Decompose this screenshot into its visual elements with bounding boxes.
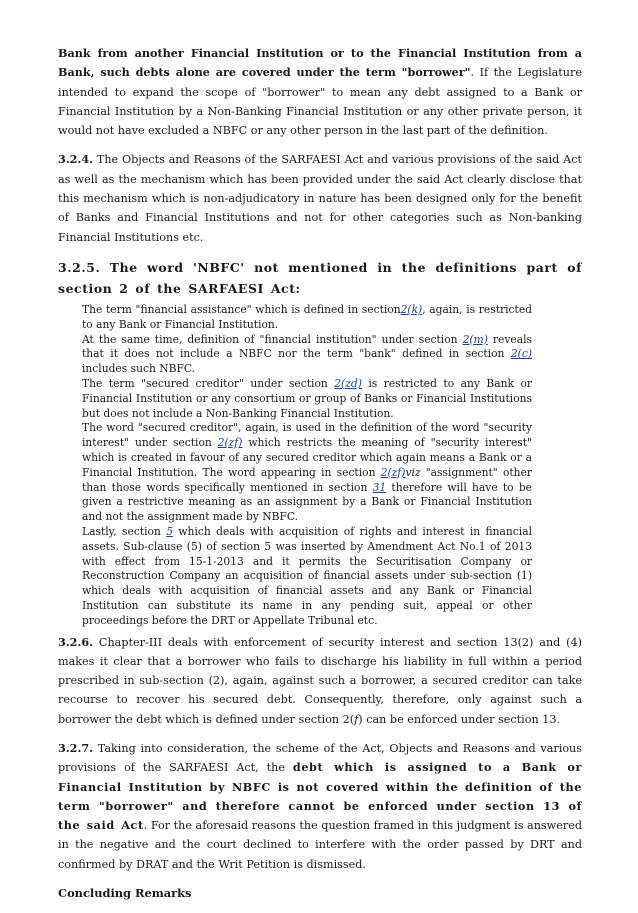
concluding-remarks-heading: Concluding Remarks (58, 886, 192, 901)
block-item-security-interest: The word "secured creditor", again, is used in the definition of the word "security interest" under section 2(zf) which restricts the meaning of "security interest" which is created in favour of any secured creditor which again means a Bank or a Financial Institution. The word appearing in section 2(zf)viz "assignment" other than those words specifically mentioned in section 31 therefore will have to be given a restrictive meaning as an assignment by a Bank or Financial Institution and not the assignment made by NBFC. (82, 421, 533, 524)
intro-bold: Bank from another Financial Institution or to the Financial Institution from a Bank, such debts alone are covered under the term "borrower" (58, 46, 582, 80)
section-link-2zf[interactable]: 2(zf) (217, 436, 243, 450)
para-text: The Objects and Reasons of the SARFAESI Act and various provisions of the said Act as well as the mechanism which has been provided under the said Act clearly disclose that this mechanism which is non-adjudicatory in nature has been designed only for the benefit of Banks and Financial Institutions and not for other categories such as Non-banking Financial Institutions etc. (58, 153, 582, 244)
intro-paragraph (58, 44, 582, 140)
block-item-financial-institution: At the same time, definition of "financial institution" under section 2(m) reveals that it does not include a NBFC nor the term "bank" defined in section 2(c) includes such NBFC. (82, 332, 532, 376)
block-item-secured-creditor: The term "secured creditor" under section 2(zd) is restricted to any Bank or Financial Institution or any consortium or group of Banks or Financial Institutions but does not include a Non-Banking Financial Institution. (82, 376, 532, 420)
paragraph-3-2-4 (58, 150, 582, 246)
section-link-2zd[interactable]: 2(zd) (334, 376, 362, 390)
block-item-section-5: Lastly, section 5 which deals with acquisition of rights and interest in financial assets. Sub-clause (5) of section 5 was inserted by Amendment Act No.1 of 2013 with effect from 15-1-2013 and it permits the Securitisation Company or Reconstruction Company an acquisition of financial assets under sub-section (1) which deals with acquisition of financial assets and any Bank or Financial Institution can substitute its name in any pending suit, appeal or other proceedings before the DRT or Appellate Tribunal etc. (82, 524, 532, 627)
quoted-block (82, 303, 532, 629)
paragraph-3-2-6: 3.2.6. Chapter-III deals with enforcement of security interest and section 13(2) and (4) makes it clear that a borrower who fails to discharge his liability in full within a period prescribed in sub-section (2), again, against such a borrower, a secured creditor can take recourse to recover his secured debt. Consequently, therefore, only against such a borrower the debt which is defined under section 2(f) can be enforced under section 13. (58, 634, 582, 726)
section-link-5[interactable]: 5 (166, 524, 174, 538)
para-number: 3.2.4. (58, 152, 94, 167)
section-link-2c[interactable]: 2(c) (510, 347, 532, 361)
para-number: 3.2.7. (58, 740, 94, 755)
section-link-2m[interactable]: 2(m) (462, 332, 488, 346)
intro-rest: . If the Legislature intended to expand the scope of "borrower" to mean any debt assigned to a Bank or Financial Institution by a Non-Banking Financial Institution or any other private person, it would not have excluded a NBFC or any other person in the last part of the definition. (58, 66, 582, 138)
para-number: 3.2.6. (58, 634, 94, 649)
block-item-financial-assistance: The term "financial assistance" which is defined in section2(k), again, is restricted to any Bank or Financial Institution. (82, 302, 532, 331)
section-link-2k[interactable]: 2(k) (400, 302, 423, 316)
heading-3-2-5: 3.2.5. The word 'NBFC' not mentioned in the definitions part of section 2 of the SARFAESI Act: (58, 259, 582, 296)
section-link-2zf-second[interactable]: 2(zf) (380, 465, 406, 479)
section-link-31[interactable]: 31 (372, 480, 387, 494)
document-page (58, 44, 582, 913)
holding-bold: debt which is assigned to a Bank or Financial Institution by NBFC is not covered within the definition of the term "borrower" and therefore cannot be enforced under section 13 of the said Act (58, 760, 582, 833)
paragraph-3-2-7: 3.2.7. Taking into consideration, the scheme of the Act, Objects and Reasons and various provisions of the SARFAESI Act, the debt which is assigned to a Bank or Financial Institution by NBFC is not covered within the definition of the term "borrower" and therefore cannot be enforced under section 13 of the said Act. For the aforesaid reasons the question framed in this judgment is answered in the negative and the court declined to interfere with the order passed by DRT and confirmed by DRAT and the Writ Petition is dismissed. (58, 740, 582, 871)
